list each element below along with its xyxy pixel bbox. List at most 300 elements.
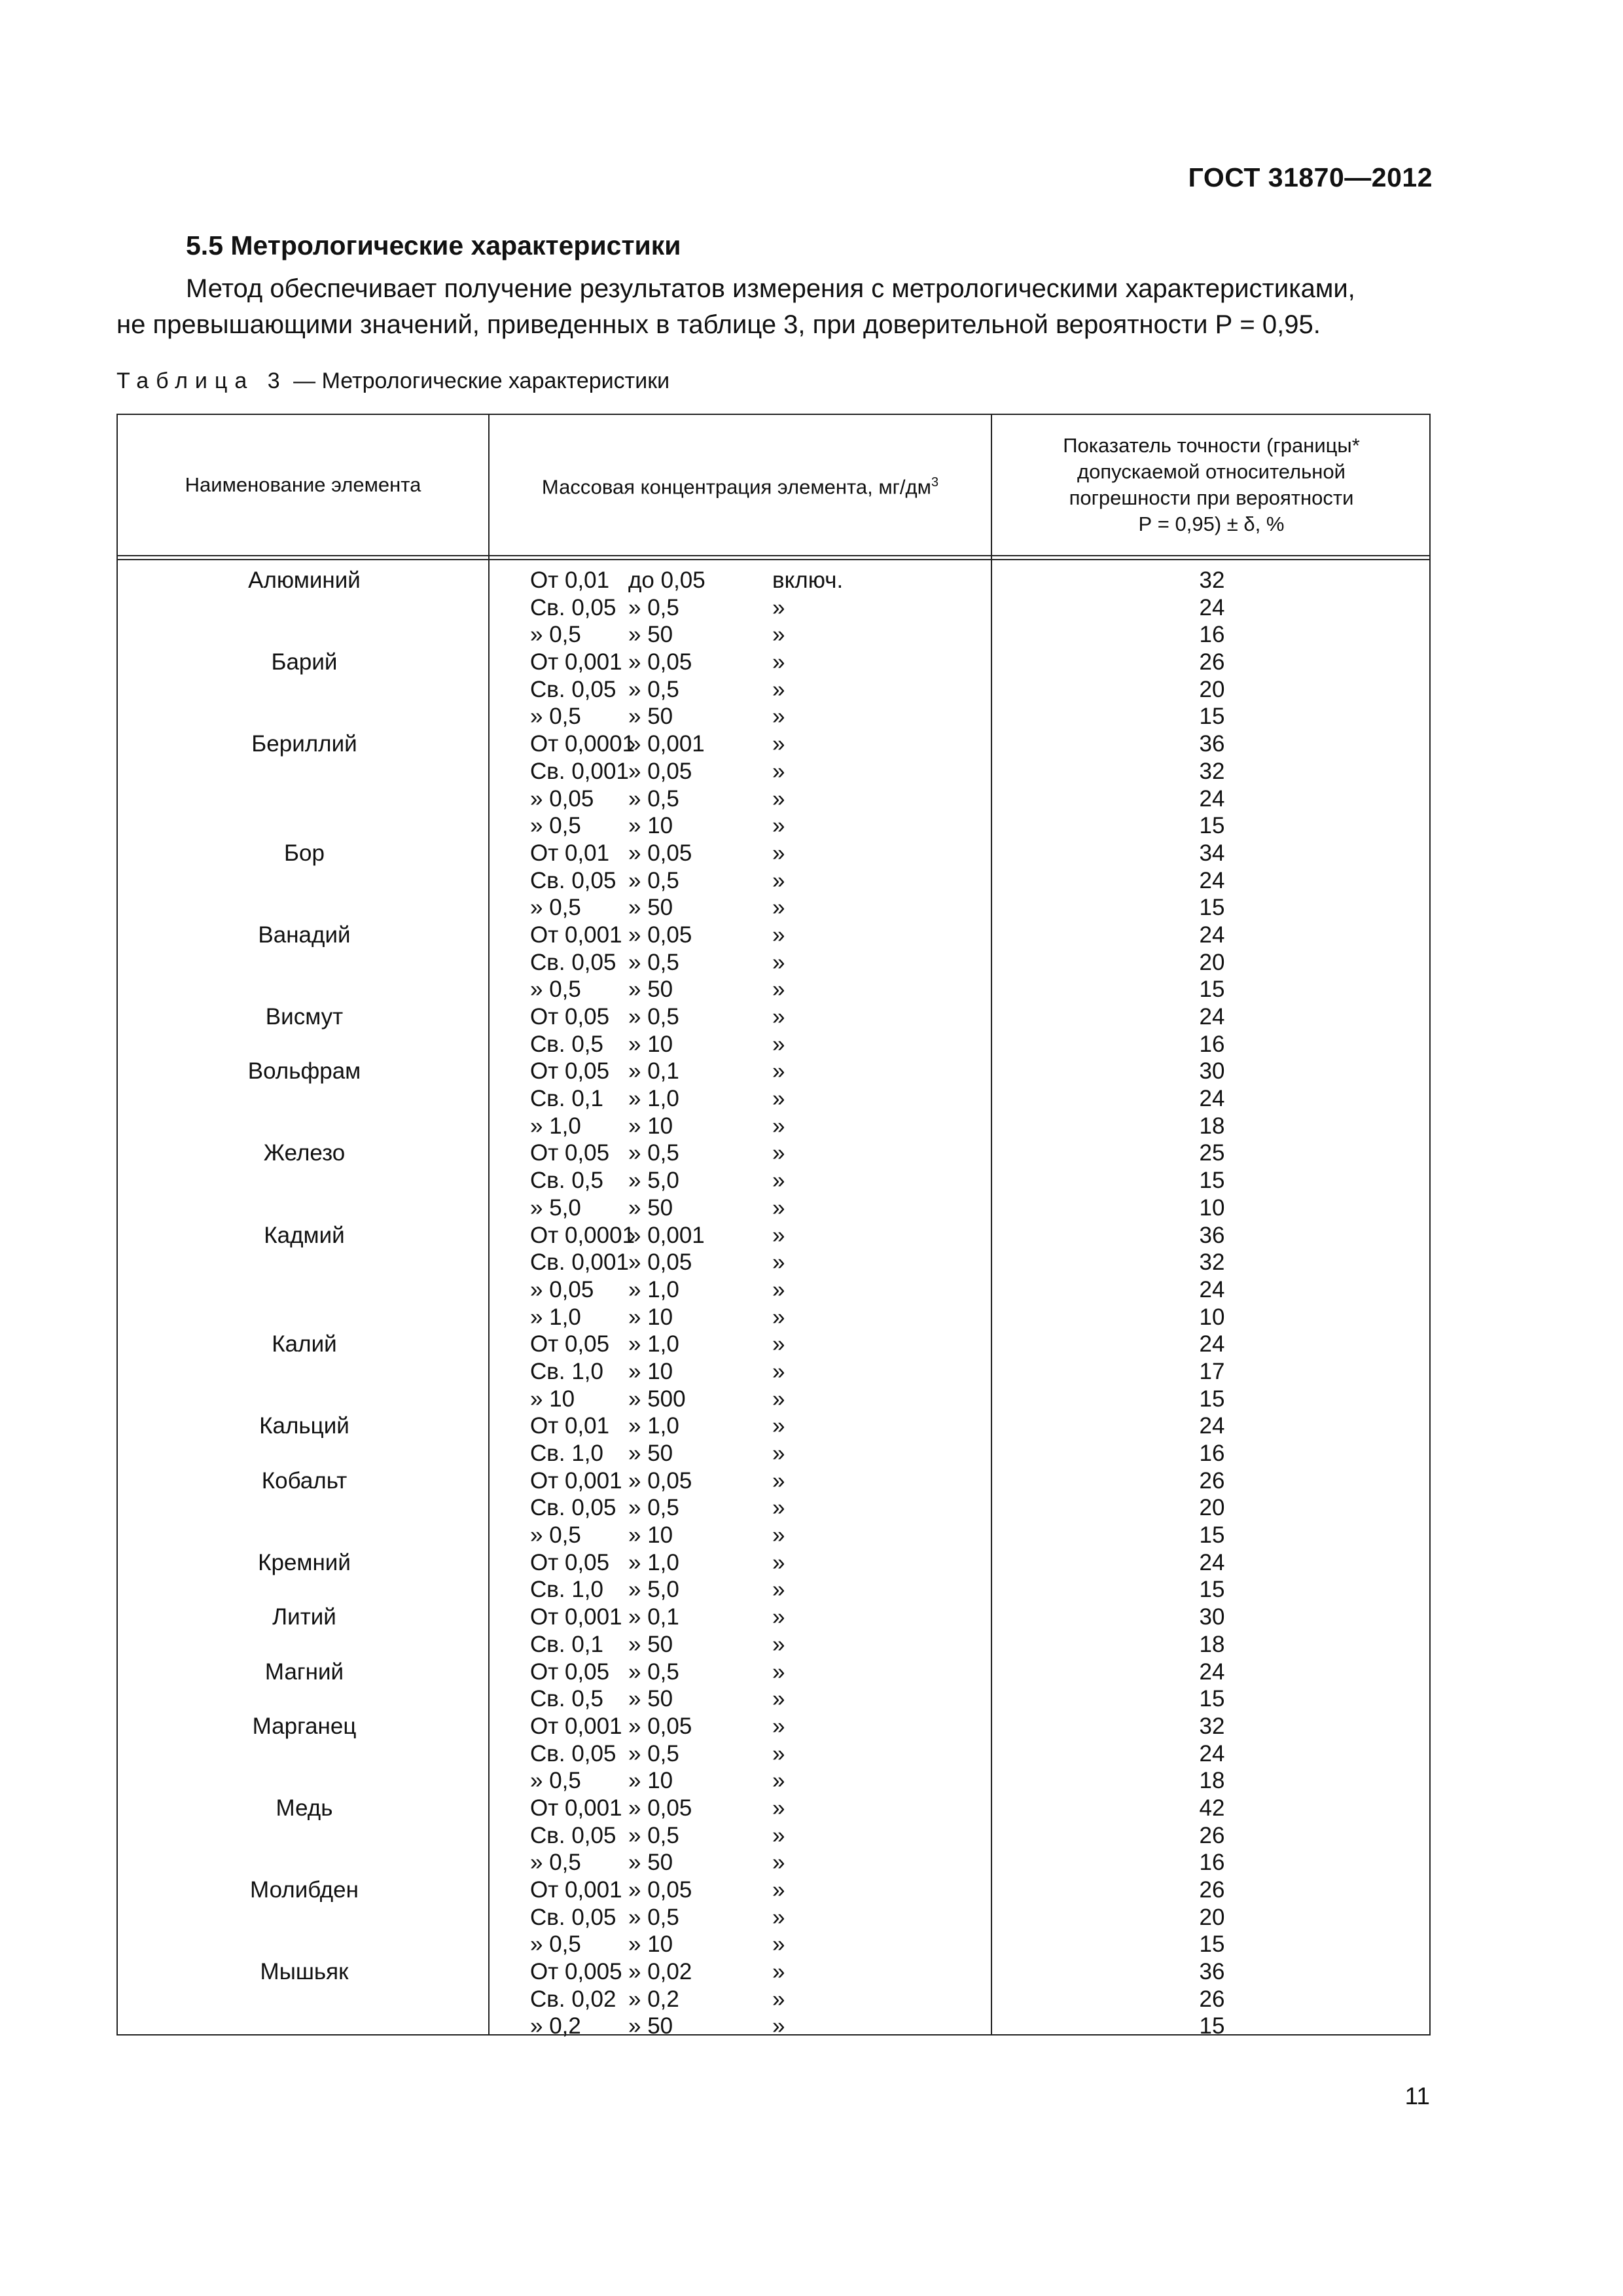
- range-to-cell: » 0,1: [628, 1604, 679, 1630]
- range-to-cell: » 10: [628, 813, 673, 839]
- accuracy-cell: 24: [1199, 1413, 1225, 1439]
- range-suffix-cell: »: [772, 1140, 785, 1166]
- accuracy-cell: 26: [1199, 649, 1225, 675]
- range-from-cell: От 0,05: [530, 1004, 610, 1030]
- table-row: [118, 949, 1429, 977]
- range-suffix-cell: »: [772, 731, 785, 757]
- range-to-cell: » 10: [628, 1113, 673, 1139]
- table-row: [118, 1685, 1429, 1713]
- range-from-cell: Св. 0,1: [530, 1631, 603, 1657]
- table-caption-text: — Метрологические характеристики: [287, 368, 670, 393]
- table-row: [118, 976, 1429, 1003]
- range-suffix-cell: »: [772, 1795, 785, 1821]
- accuracy-cell: 15: [1199, 1577, 1225, 1603]
- range-to-cell: » 500: [628, 1386, 686, 1412]
- table-row: [118, 1358, 1429, 1386]
- accuracy-cell: 20: [1199, 949, 1225, 975]
- table-row: [118, 1795, 1429, 1822]
- range-from-cell: » 1,0: [530, 1304, 581, 1330]
- table-row: [118, 1713, 1429, 1740]
- range-to-cell: » 1,0: [628, 1413, 679, 1439]
- table-row: [118, 1467, 1429, 1495]
- range-from-cell: Св. 0,5: [530, 1686, 603, 1712]
- header-divider: [118, 555, 1429, 556]
- accuracy-cell: 17: [1199, 1358, 1225, 1384]
- range-to-cell: » 50: [628, 1631, 673, 1657]
- range-to-cell: » 1,0: [628, 1331, 679, 1357]
- range-from-cell: » 0,5: [530, 977, 581, 1003]
- range-from-cell: » 0,5: [530, 1768, 581, 1794]
- range-suffix-cell: »: [772, 1113, 785, 1139]
- element-name-cell: Марганец: [252, 1713, 357, 1739]
- element-name-cell: Ванадий: [258, 922, 351, 948]
- table-row: [118, 1058, 1429, 1085]
- accuracy-cell: 36: [1199, 731, 1225, 757]
- accuracy-cell: 24: [1199, 1004, 1225, 1030]
- range-to-cell: » 0,05: [628, 649, 692, 675]
- element-name-cell: Молибден: [250, 1877, 359, 1903]
- table-row: [118, 1031, 1429, 1058]
- range-from-cell: » 10: [530, 1386, 575, 1412]
- range-to-cell: » 10: [628, 1768, 673, 1794]
- accuracy-label-line: погрешности при вероятности: [1069, 486, 1354, 509]
- range-to-cell: » 10: [628, 1358, 673, 1384]
- element-name-cell: Кадмий: [264, 1222, 345, 1248]
- range-suffix-cell: »: [772, 1959, 785, 1985]
- table-row: [118, 730, 1429, 758]
- range-to-cell: » 0,05: [628, 1877, 692, 1903]
- accuracy-cell: 15: [1199, 1168, 1225, 1194]
- range-from-cell: От 0,005: [530, 1959, 622, 1985]
- table-row: [118, 1494, 1429, 1522]
- column-header-concentration: [490, 415, 991, 555]
- range-to-cell: » 0,5: [628, 1904, 679, 1930]
- range-to-cell: » 0,05: [628, 922, 692, 948]
- table-row: [118, 676, 1429, 704]
- accuracy-cell: 15: [1199, 895, 1225, 921]
- accuracy-cell: 16: [1199, 1441, 1225, 1466]
- range-from-cell: » 0,5: [530, 622, 581, 648]
- table-row: [118, 1003, 1429, 1031]
- accuracy-cell: 42: [1199, 1795, 1225, 1821]
- accuracy-cell: 16: [1199, 622, 1225, 648]
- range-to-cell: » 0,5: [628, 785, 679, 812]
- section-title: 5.5 Метрологические характеристики: [186, 230, 681, 260]
- range-to-cell: » 10: [628, 1304, 673, 1330]
- range-suffix-cell: »: [772, 1768, 785, 1794]
- range-suffix-cell: »: [772, 922, 785, 948]
- accuracy-cell: 16: [1199, 1031, 1225, 1057]
- range-from-cell: От 0,01: [530, 840, 610, 866]
- range-from-cell: Св. 0,05: [530, 1495, 616, 1521]
- accuracy-cell: 15: [1199, 1686, 1225, 1712]
- column-header-concentration-label: [542, 469, 938, 500]
- range-from-cell: От 0,01: [530, 1413, 610, 1439]
- accuracy-cell: 15: [1199, 2013, 1225, 2039]
- range-from-cell: От 0,05: [530, 1659, 610, 1685]
- range-suffix-cell: »: [772, 1413, 785, 1439]
- accuracy-cell: 30: [1199, 1058, 1225, 1085]
- table-row: [118, 567, 1429, 594]
- range-from-cell: От 0,05: [530, 1140, 610, 1166]
- element-name-cell: Бериллий: [251, 731, 357, 757]
- table-row: [118, 1604, 1429, 1631]
- range-suffix-cell: »: [772, 1549, 785, 1575]
- range-suffix-cell: включ.: [772, 567, 844, 593]
- range-to-cell: » 50: [628, 1850, 673, 1876]
- range-suffix-cell: »: [772, 977, 785, 1003]
- range-from-cell: Св. 0,5: [530, 1031, 603, 1057]
- table-row: [118, 1822, 1429, 1850]
- range-to-cell: » 50: [628, 977, 673, 1003]
- range-suffix-cell: »: [772, 1604, 785, 1630]
- range-to-cell: » 0,05: [628, 1795, 692, 1821]
- column-header-accuracy: [992, 415, 1431, 555]
- range-to-cell: » 50: [628, 1194, 673, 1221]
- range-suffix-cell: »: [772, 1904, 785, 1930]
- column-header-element: [118, 415, 488, 555]
- table-row: [118, 703, 1429, 730]
- accuracy-cell: 26: [1199, 1877, 1225, 1903]
- paragraph-line-2: не превышающими значений, приведенных в таблице 3, при доверительной вероятности Р = 0,95.: [116, 310, 1321, 339]
- range-from-cell: Св. 0,1: [530, 1086, 603, 1112]
- range-from-cell: От 0,0001: [530, 1222, 635, 1248]
- table-row: [118, 1139, 1429, 1167]
- range-from-cell: Св. 0,05: [530, 1904, 616, 1930]
- accuracy-cell: 24: [1199, 1659, 1225, 1685]
- range-from-cell: Св. 0,001: [530, 1249, 629, 1276]
- table-row: [118, 785, 1429, 813]
- page-number: 11: [1404, 2083, 1430, 2109]
- range-to-cell: » 1,0: [628, 1549, 679, 1575]
- range-to-cell: » 0,05: [628, 758, 692, 784]
- range-suffix-cell: »: [772, 1441, 785, 1466]
- range-from-cell: От 0,001: [530, 1604, 622, 1630]
- range-suffix-cell: »: [772, 1222, 785, 1248]
- range-suffix-cell: »: [772, 1877, 785, 1903]
- range-from-cell: » 0,5: [530, 1850, 581, 1876]
- element-name-cell: Литий: [272, 1604, 336, 1630]
- table-row: [118, 1549, 1429, 1577]
- paragraph-line-1: Метод обеспечивает получение результатов измерения с метрологическими характеристиками,: [186, 274, 1355, 303]
- range-from-cell: Св. 0,05: [530, 949, 616, 975]
- range-suffix-cell: »: [772, 1276, 785, 1302]
- range-from-cell: От 0,0001: [530, 731, 635, 757]
- range-from-cell: Св. 0,05: [530, 676, 616, 702]
- table-caption: [116, 368, 669, 394]
- range-from-cell: Св. 1,0: [530, 1577, 603, 1603]
- element-name-cell: Бор: [284, 840, 325, 866]
- header-divider: [118, 559, 1429, 560]
- range-suffix-cell: »: [772, 1522, 785, 1549]
- table-row: [118, 1522, 1429, 1549]
- range-suffix-cell: »: [772, 676, 785, 702]
- range-suffix-cell: »: [772, 1086, 785, 1112]
- range-suffix-cell: »: [772, 1822, 785, 1848]
- range-suffix-cell: »: [772, 1004, 785, 1030]
- range-suffix-cell: »: [772, 1740, 785, 1767]
- range-from-cell: Св. 0,02: [530, 1986, 616, 2012]
- element-name-cell: Барий: [271, 649, 338, 675]
- range-from-cell: » 0,2: [530, 2013, 581, 2039]
- range-from-cell: Св. 0,05: [530, 1740, 616, 1767]
- element-name-cell: Висмут: [265, 1004, 344, 1030]
- range-to-cell: » 0,5: [628, 594, 679, 620]
- table-row: [118, 1440, 1429, 1467]
- range-to-cell: » 0,001: [628, 731, 705, 757]
- range-to-cell: » 0,5: [628, 1004, 679, 1030]
- element-name-cell: Вольфрам: [247, 1058, 361, 1085]
- table-row: [118, 812, 1429, 840]
- range-to-cell: » 10: [628, 1931, 673, 1958]
- table-row: [118, 594, 1429, 622]
- range-to-cell: » 50: [628, 895, 673, 921]
- range-to-cell: » 0,2: [628, 1986, 679, 2012]
- range-from-cell: От 0,05: [530, 1058, 610, 1085]
- table-row: [118, 1931, 1429, 1958]
- range-from-cell: От 0,01: [530, 567, 610, 593]
- range-to-cell: » 50: [628, 622, 673, 648]
- table-row: [118, 758, 1429, 785]
- accuracy-cell: 24: [1199, 1549, 1225, 1575]
- range-suffix-cell: »: [772, 949, 785, 975]
- table-row: [118, 1631, 1429, 1659]
- range-suffix-cell: »: [772, 1986, 785, 2012]
- accuracy-cell: 30: [1199, 1604, 1225, 1630]
- metrology-table: [116, 414, 1431, 2039]
- range-to-cell: » 0,5: [628, 949, 679, 975]
- range-to-cell: » 50: [628, 1441, 673, 1466]
- range-from-cell: От 0,001: [530, 649, 622, 675]
- accuracy-cell: 32: [1199, 1249, 1225, 1276]
- range-to-cell: » 50: [628, 704, 673, 730]
- element-name-cell: Алюминий: [248, 567, 361, 593]
- range-suffix-cell: »: [772, 1304, 785, 1330]
- range-to-cell: » 0,001: [628, 1222, 705, 1248]
- range-suffix-cell: »: [772, 1577, 785, 1603]
- range-to-cell: » 5,0: [628, 1168, 679, 1194]
- table-row: [118, 1331, 1429, 1358]
- table-row: [118, 1876, 1429, 1904]
- accuracy-cell: 32: [1199, 758, 1225, 784]
- table-row: [118, 1194, 1429, 1222]
- table-row: [118, 1304, 1429, 1331]
- range-from-cell: Св. 1,0: [530, 1358, 603, 1384]
- accuracy-cell: 32: [1199, 567, 1225, 593]
- accuracy-cell: 24: [1199, 1276, 1225, 1302]
- range-to-cell: » 5,0: [628, 1577, 679, 1603]
- accuracy-cell: 24: [1199, 867, 1225, 893]
- range-to-cell: » 50: [628, 1686, 673, 1712]
- range-from-cell: От 0,05: [530, 1331, 610, 1357]
- accuracy-cell: 36: [1199, 1222, 1225, 1248]
- range-to-cell: » 10: [628, 1031, 673, 1057]
- standard-code: ГОСТ 31870—2012: [1188, 162, 1433, 192]
- range-to-cell: » 50: [628, 2013, 673, 2039]
- range-to-cell: » 0,05: [628, 1467, 692, 1494]
- range-suffix-cell: »: [772, 1631, 785, 1657]
- range-to-cell: » 0,05: [628, 1249, 692, 1276]
- range-to-cell: » 0,5: [628, 1822, 679, 1848]
- range-suffix-cell: »: [772, 1031, 785, 1057]
- accuracy-cell: 15: [1199, 1522, 1225, 1549]
- range-suffix-cell: »: [772, 1467, 785, 1494]
- range-to-cell: » 0,05: [628, 1713, 692, 1739]
- accuracy-cell: 15: [1199, 1386, 1225, 1412]
- accuracy-label-line: допускаемой относительной: [1077, 460, 1346, 483]
- element-name-cell: Калий: [272, 1331, 337, 1357]
- range-from-cell: Св. 0,001: [530, 758, 629, 784]
- table-row: [118, 1113, 1429, 1140]
- range-suffix-cell: »: [772, 1249, 785, 1276]
- concentration-label-exponent: 3: [931, 475, 939, 490]
- accuracy-cell: 34: [1199, 840, 1225, 866]
- element-name-cell: Кобальт: [261, 1467, 348, 1494]
- range-suffix-cell: »: [772, 758, 785, 784]
- range-from-cell: Св. 0,05: [530, 867, 616, 893]
- accuracy-cell: 18: [1199, 1768, 1225, 1794]
- range-suffix-cell: »: [772, 895, 785, 921]
- accuracy-cell: 24: [1199, 1740, 1225, 1767]
- accuracy-cell: 10: [1199, 1304, 1225, 1330]
- table-row: [118, 1958, 1429, 1986]
- range-suffix-cell: »: [772, 785, 785, 812]
- accuracy-cell: 18: [1199, 1631, 1225, 1657]
- table-row: [118, 1222, 1429, 1249]
- range-to-cell: » 0,5: [628, 676, 679, 702]
- table-row: [118, 1740, 1429, 1768]
- range-from-cell: От 0,001: [530, 922, 622, 948]
- accuracy-label-line: Показатель точности (границы*: [1063, 434, 1360, 457]
- range-from-cell: Св. 0,05: [530, 1822, 616, 1848]
- table-row: [118, 649, 1429, 676]
- table-row: [118, 894, 1429, 922]
- range-to-cell: » 10: [628, 1522, 673, 1549]
- element-name-cell: Магний: [264, 1659, 344, 1685]
- range-from-cell: От 0,001: [530, 1713, 622, 1739]
- accuracy-cell: 24: [1199, 785, 1225, 812]
- column-header-accuracy-label: [1063, 433, 1360, 537]
- range-to-cell: » 1,0: [628, 1276, 679, 1302]
- range-to-cell: » 0,02: [628, 1959, 692, 1985]
- table-row: [118, 1986, 1429, 2013]
- table-row: [118, 1386, 1429, 1413]
- table-row: [118, 1249, 1429, 1276]
- range-suffix-cell: »: [772, 1168, 785, 1194]
- accuracy-cell: 36: [1199, 1959, 1225, 1985]
- range-from-cell: От 0,001: [530, 1795, 622, 1821]
- range-suffix-cell: »: [772, 2013, 785, 2039]
- table-row: [118, 1412, 1429, 1440]
- range-from-cell: » 0,5: [530, 813, 581, 839]
- table-row: [118, 1659, 1429, 1686]
- table-row: [118, 621, 1429, 649]
- range-to-cell: » 0,5: [628, 867, 679, 893]
- element-name-cell: Железо: [263, 1140, 346, 1166]
- accuracy-cell: 20: [1199, 1904, 1225, 1930]
- accuracy-cell: 15: [1199, 813, 1225, 839]
- range-suffix-cell: »: [772, 1386, 785, 1412]
- range-to-cell: до 0,05: [628, 567, 705, 593]
- range-to-cell: » 0,05: [628, 840, 692, 866]
- range-from-cell: » 0,5: [530, 895, 581, 921]
- range-from-cell: Св. 0,05: [530, 594, 616, 620]
- range-to-cell: » 0,5: [628, 1740, 679, 1767]
- accuracy-cell: 24: [1199, 594, 1225, 620]
- range-suffix-cell: »: [772, 1495, 785, 1521]
- range-to-cell: » 0,5: [628, 1140, 679, 1166]
- range-from-cell: От 0,05: [530, 1549, 610, 1575]
- range-from-cell: » 0,5: [530, 1931, 581, 1958]
- accuracy-cell: 20: [1199, 1495, 1225, 1521]
- table-row: [118, 922, 1429, 949]
- range-suffix-cell: »: [772, 1331, 785, 1357]
- element-name-cell: Мышьяк: [260, 1959, 349, 1985]
- range-suffix-cell: »: [772, 813, 785, 839]
- range-from-cell: » 0,5: [530, 1522, 581, 1549]
- range-suffix-cell: »: [772, 1850, 785, 1876]
- table-row: [118, 1576, 1429, 1604]
- concentration-label-text: Массовая концентрация элемента, мг/дм: [541, 475, 931, 499]
- range-suffix-cell: »: [772, 1686, 785, 1712]
- element-name-cell: Медь: [276, 1795, 333, 1821]
- accuracy-cell: 20: [1199, 676, 1225, 702]
- range-from-cell: Св. 1,0: [530, 1441, 603, 1466]
- accuracy-label-line: Р = 0,95) ± δ, %: [1138, 512, 1285, 535]
- range-from-cell: От 0,001: [530, 1467, 622, 1494]
- range-suffix-cell: »: [772, 622, 785, 648]
- accuracy-cell: 24: [1199, 1331, 1225, 1357]
- accuracy-cell: 15: [1199, 977, 1225, 1003]
- table-row: [118, 2013, 1429, 2040]
- element-name-cell: Кремний: [258, 1549, 351, 1575]
- accuracy-cell: 26: [1199, 1467, 1225, 1494]
- range-to-cell: » 1,0: [628, 1086, 679, 1112]
- element-name-cell: Кальций: [259, 1413, 349, 1439]
- range-from-cell: От 0,001: [530, 1877, 622, 1903]
- table-row: [118, 1085, 1429, 1113]
- range-suffix-cell: »: [772, 594, 785, 620]
- accuracy-cell: 18: [1199, 1113, 1225, 1139]
- range-suffix-cell: »: [772, 1713, 785, 1739]
- accuracy-cell: 16: [1199, 1850, 1225, 1876]
- accuracy-cell: 24: [1199, 1086, 1225, 1112]
- range-suffix-cell: »: [772, 649, 785, 675]
- range-suffix-cell: »: [772, 1058, 785, 1085]
- accuracy-cell: 10: [1199, 1194, 1225, 1221]
- range-from-cell: » 0,5: [530, 704, 581, 730]
- range-from-cell: » 5,0: [530, 1194, 581, 1221]
- table-row: [118, 1767, 1429, 1795]
- table-caption-prefix: Таблица 3: [116, 368, 287, 393]
- accuracy-cell: 15: [1199, 704, 1225, 730]
- accuracy-cell: 26: [1199, 1986, 1225, 2012]
- range-to-cell: » 0,5: [628, 1495, 679, 1521]
- accuracy-cell: 25: [1199, 1140, 1225, 1166]
- column-header-element-label: Наименование элемента: [185, 473, 421, 496]
- table-row: [118, 867, 1429, 895]
- range-to-cell: » 0,1: [628, 1058, 679, 1085]
- table-row: [118, 1904, 1429, 1931]
- table-row: [118, 1167, 1429, 1194]
- range-suffix-cell: »: [772, 1931, 785, 1958]
- table-body: [118, 567, 1429, 2040]
- table-row: [118, 1849, 1429, 1876]
- range-from-cell: » 0,05: [530, 785, 594, 812]
- range-suffix-cell: »: [772, 840, 785, 866]
- range-suffix-cell: »: [772, 704, 785, 730]
- range-suffix-cell: »: [772, 1194, 785, 1221]
